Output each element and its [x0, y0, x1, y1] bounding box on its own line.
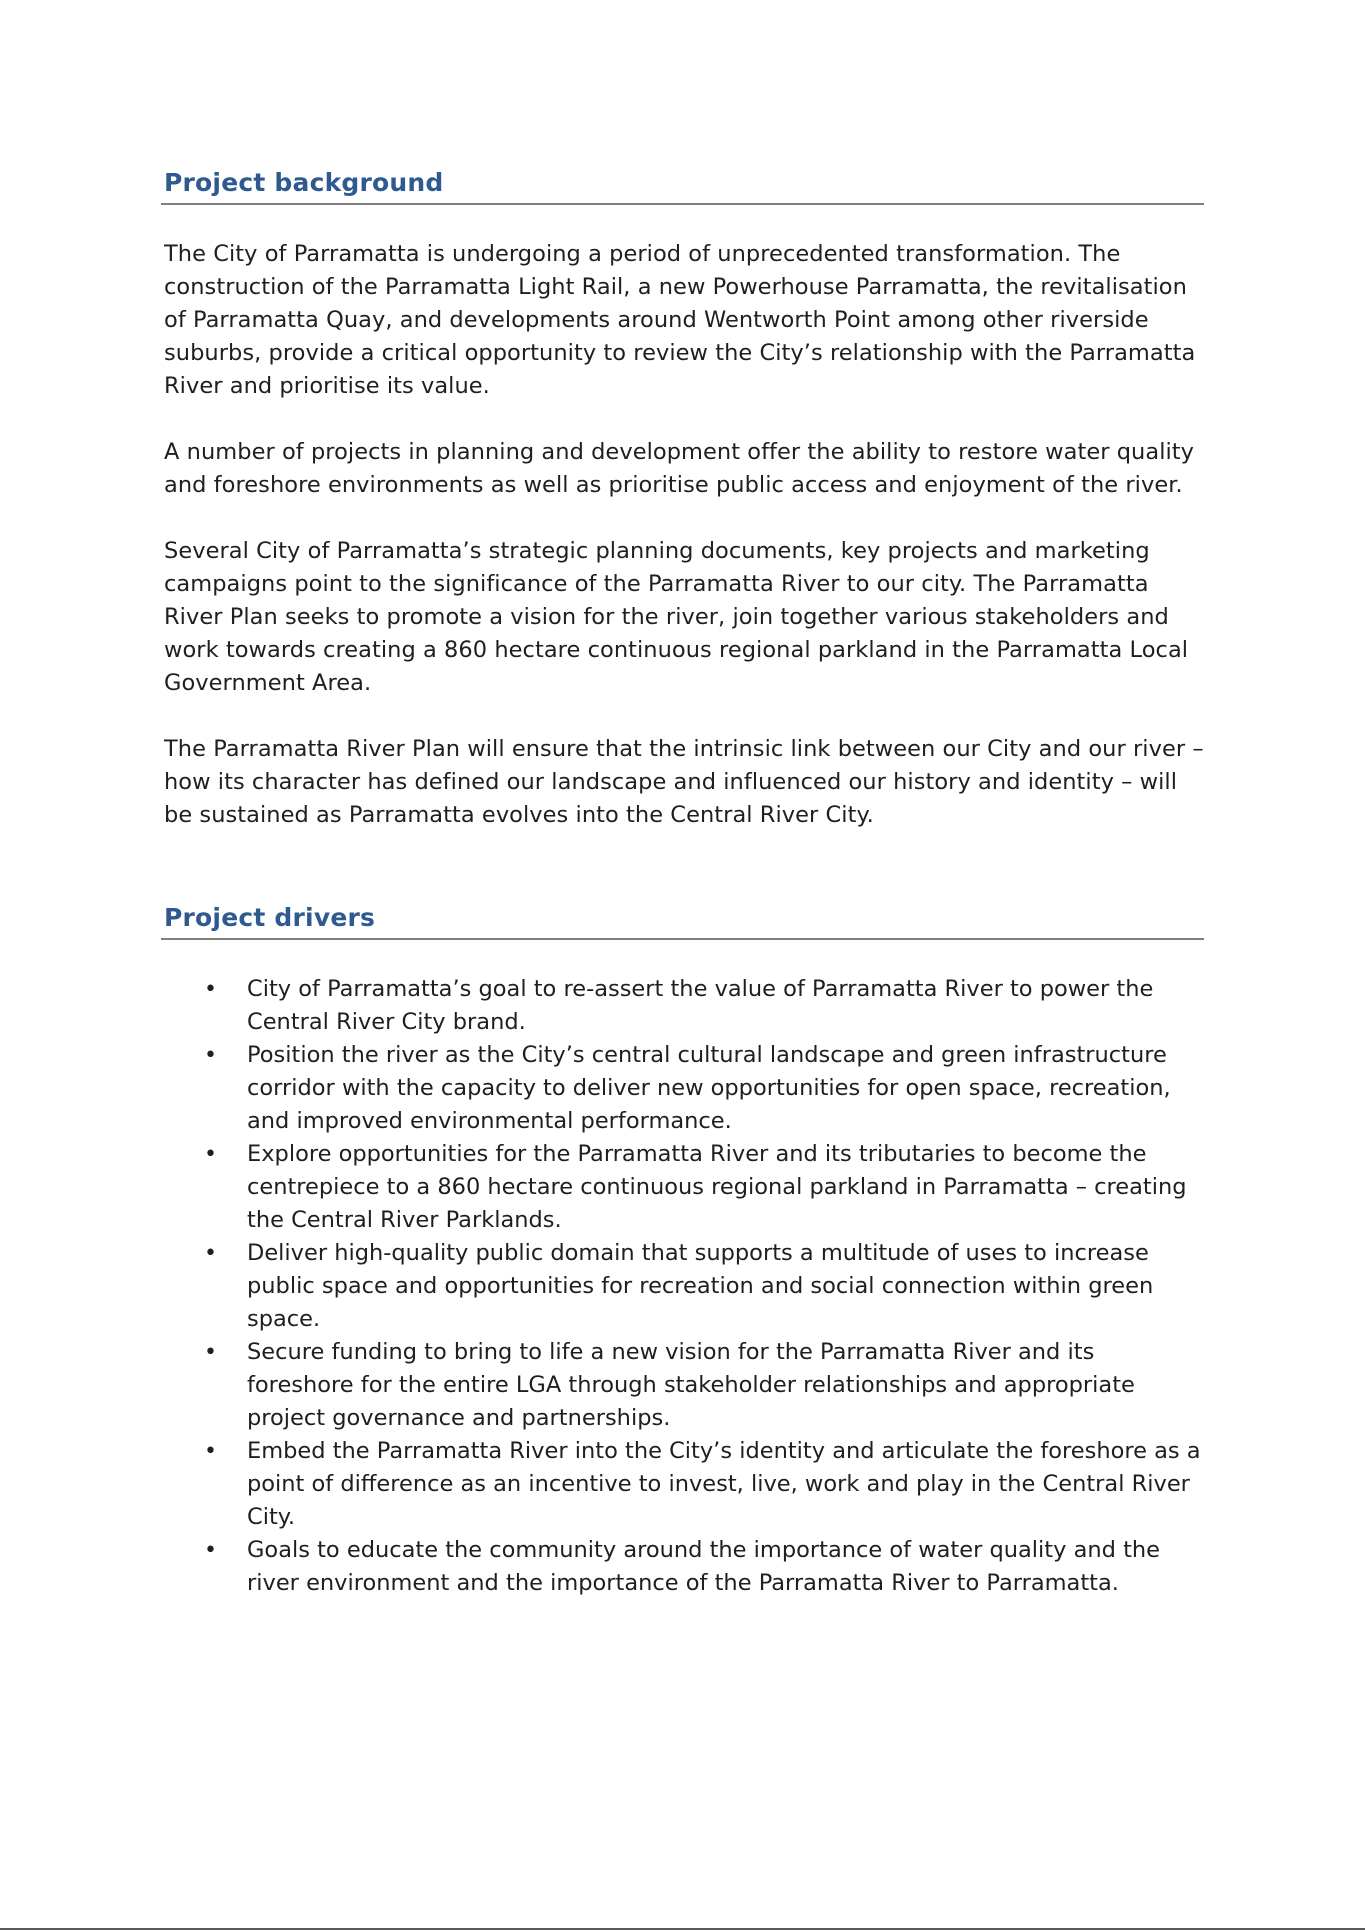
list-item-text: Embed the Parramatta River into the City’s identity and articulate the foreshore as a point of difference as an incentive to invest, live, work and play in the Central River City. — [247, 1438, 1201, 1530]
list-item — [164, 1336, 1204, 1435]
bullet-icon: • — [204, 1340, 217, 1365]
list-item — [164, 1237, 1204, 1336]
list-item-text: Goals to educate the community around the importance of water quality and the river environment and the importance of the Parramatta River to Parramatta. — [247, 1537, 1160, 1596]
list-item-text: Deliver high-quality public domain that supports a multitude of uses to increase public space and opportunities for recreation and social connection within green space. — [247, 1240, 1154, 1332]
page-content — [164, 163, 1204, 1600]
bullet-icon: • — [204, 977, 217, 1002]
paragraph-spacer — [164, 403, 1204, 436]
project-background-section — [164, 163, 1204, 832]
background-paragraph: The Parramatta River Plan will ensure that the intrinsic link between our City and our river – how its character has defined our landscape and influenced our history and identity – will be sustained as Parramatta evolves into the Central River City. — [164, 736, 1204, 828]
list-item — [164, 1138, 1204, 1237]
list-item-text: City of Parramatta’s goal to re-assert the value of Parramatta River to power the Central River City brand. — [247, 976, 1154, 1035]
section-divider — [161, 203, 1204, 205]
background-paragraph: The City of Parramatta is undergoing a period of unprecedented transformation. The construction of the Parramatta Light Rail, a new Powerhouse Parramatta, the revitalisation of Parramatta Quay, and developments around Wentworth Point among other riverside suburbs, provide a critical opportunity to review the City’s relationship with the Parramatta River and prioritise its value. — [164, 241, 1196, 399]
list-item-text: Position the river as the City’s central cultural landscape and green infrastructure corridor with the capacity to deliver new opportunities for open space, recreation, and improved environmental performance. — [247, 1042, 1171, 1134]
drivers-bullet-list — [164, 973, 1204, 1600]
bullet-icon: • — [204, 1538, 217, 1563]
paragraph-spacer — [164, 700, 1204, 733]
paragraph-spacer — [164, 502, 1204, 535]
section-heading-project-background: Project background — [164, 168, 444, 197]
section-heading-project-drivers: Project drivers — [164, 903, 376, 932]
list-item — [164, 1039, 1204, 1138]
bullet-icon: • — [204, 1439, 217, 1464]
section-divider — [161, 938, 1204, 940]
background-paragraph: Several City of Parramatta’s strategic planning documents, key projects and marketing campaigns point to the significance of the Parramatta River to our city. The Parramatta River Plan seeks to promote a vision for the river, join together various stakeholders and work towards creating a 860 hectare continuous regional parkland in the Parramatta Local Government Area. — [164, 538, 1189, 696]
background-paragraph: A number of projects in planning and development offer the ability to restore water quality and foreshore environments as well as prioritise public access and enjoyment of the river. — [164, 439, 1195, 498]
bullet-icon: • — [204, 1142, 217, 1167]
project-drivers-section — [164, 898, 1204, 1600]
bullet-icon: • — [204, 1241, 217, 1266]
list-item-text: Explore opportunities for the Parramatta River and its tributaries to become the centrepiece to a 860 hectare continuous regional parkland in Parramatta – creating the Central River Parklands. — [247, 1141, 1187, 1233]
list-item — [164, 973, 1204, 1039]
list-item — [164, 1534, 1204, 1600]
list-item — [164, 1435, 1204, 1534]
list-item-text: Secure funding to bring to life a new vision for the Parramatta River and its foreshore for the entire LGA through stakeholder relationships and appropriate project governance and partnerships. — [247, 1339, 1135, 1431]
bullet-icon: • — [204, 1043, 217, 1068]
